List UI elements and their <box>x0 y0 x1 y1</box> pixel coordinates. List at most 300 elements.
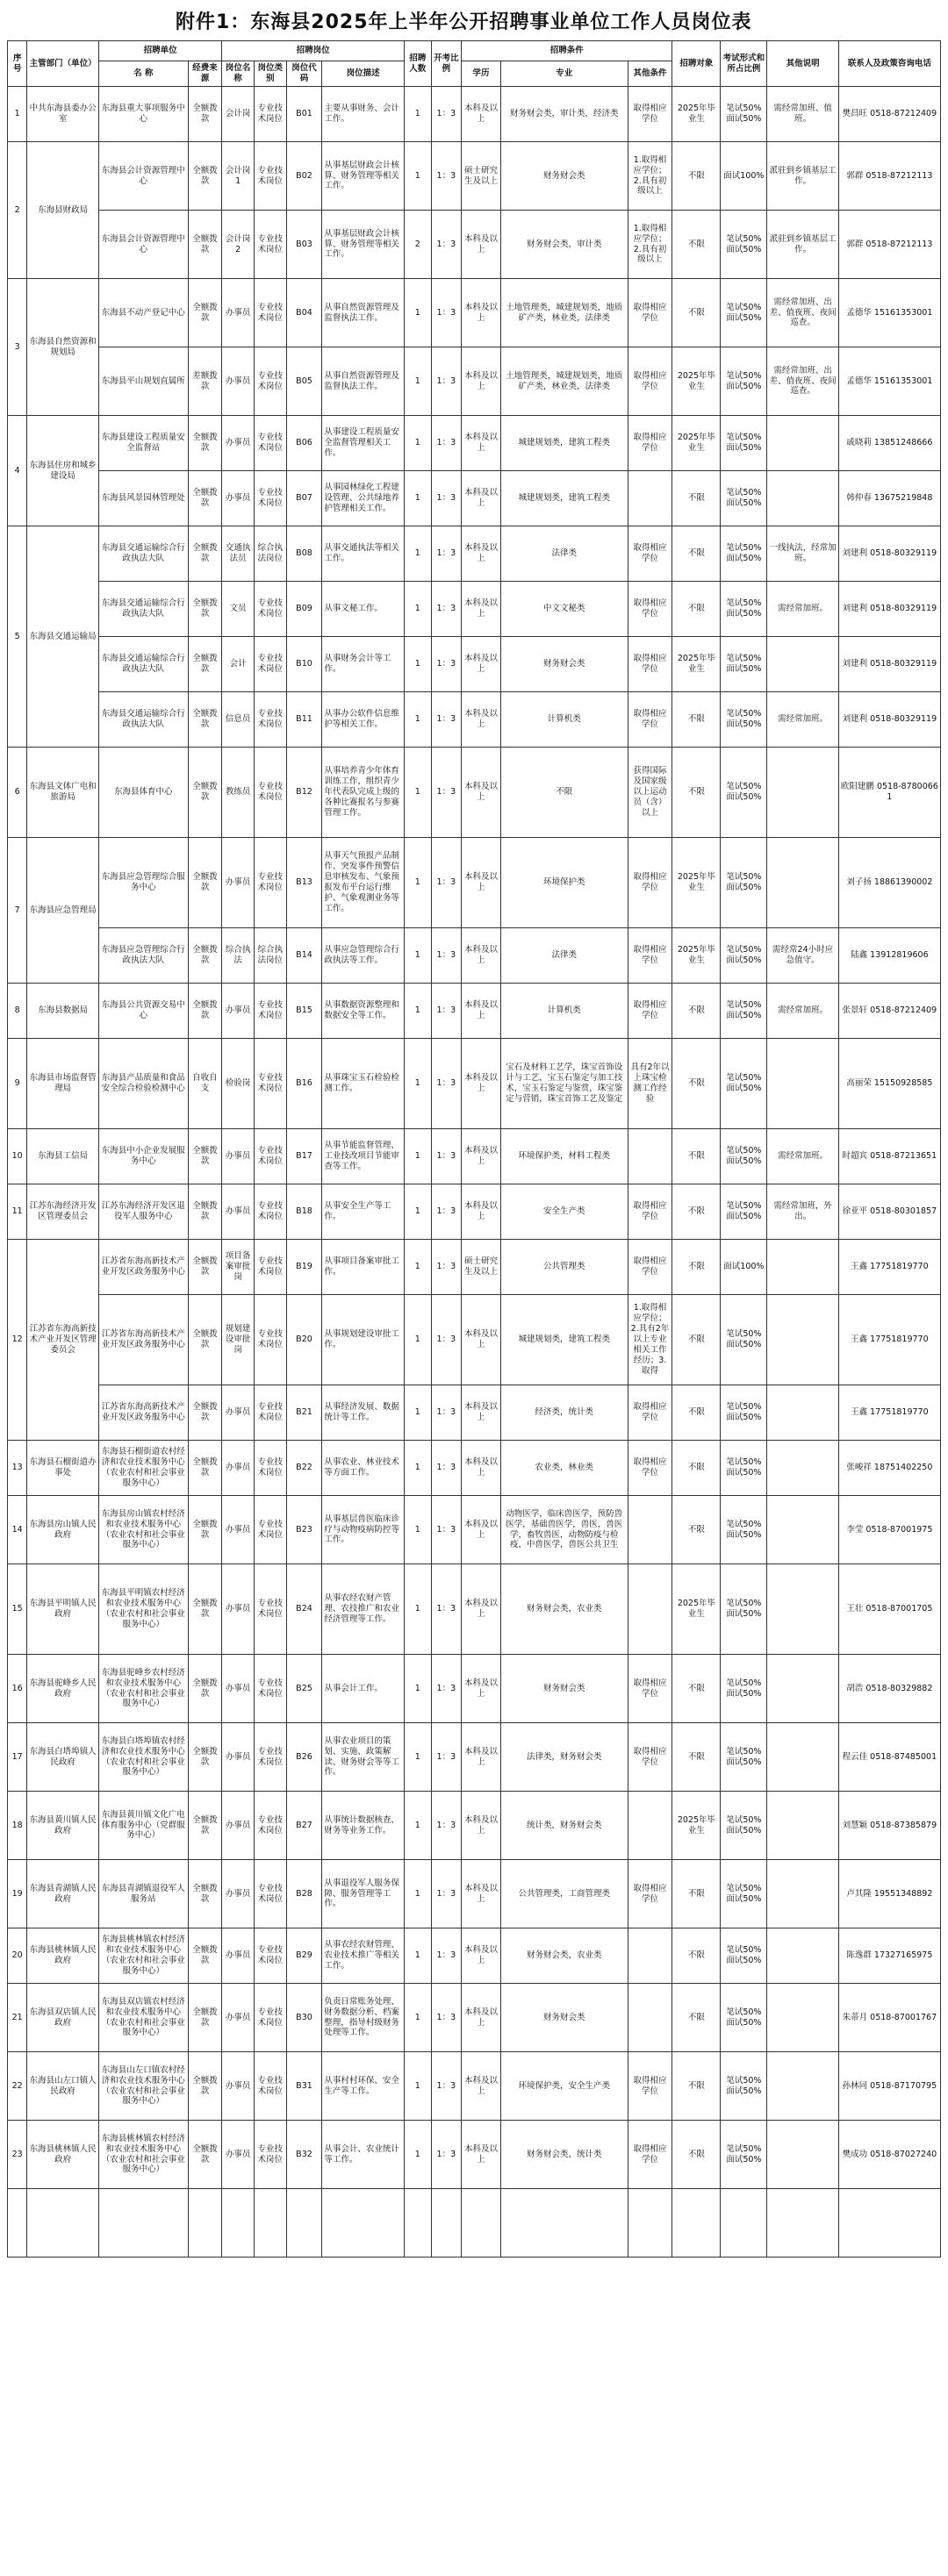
cell-pname: 办事员 <box>222 2052 255 2121</box>
cell-dept: 东海县自然资源和规划局 <box>27 279 98 416</box>
table-row <box>8 1129 941 1184</box>
header-major: 专业 <box>500 61 628 87</box>
cell-code: B01 <box>286 87 322 142</box>
header-edu: 学历 <box>462 61 501 87</box>
cell-dept: 东海县交通运输局 <box>27 526 98 748</box>
cell-count: 1 <box>405 748 432 838</box>
table-row <box>8 347 941 416</box>
cell-note: 需经常24小时应急值守。 <box>767 928 838 984</box>
cell-exam: 笔试50%面试50% <box>721 1441 767 1496</box>
cell-target: 不限 <box>672 1984 721 2052</box>
cell-other: 1.取得相应学位；2.具有2年以上专业相关工作经历；3.取得 <box>628 1295 672 1385</box>
cell-count: 1 <box>405 1655 432 1723</box>
cell-note <box>767 637 838 692</box>
cell-count: 1 <box>405 637 432 692</box>
cell-contact: 高丽荣 15150928585 <box>838 1039 940 1129</box>
cell-contact: 欧阳建鹏 0518-87800661 <box>838 748 940 838</box>
cell-exam: 笔试50%面试50% <box>721 2052 767 2121</box>
header-pos-code: 岗位代码 <box>286 61 322 87</box>
cell-seq: 5 <box>8 526 27 748</box>
cell-code: B08 <box>286 526 322 582</box>
cell-ratio: 1：3 <box>431 1240 462 1295</box>
cell-note: 派驻到乡镇基层工作。 <box>767 142 838 211</box>
cell-note <box>767 471 838 526</box>
header-cond-group: 招聘条件 <box>462 41 672 61</box>
cell-edu: 本科及以上 <box>462 471 501 526</box>
table-row <box>8 1860 941 1928</box>
positions-table <box>7 40 941 2258</box>
cell-desc: 从事基层财政会计核算、财务管理等相关工作。 <box>322 142 405 211</box>
cell-contact: 王壮 0518-87001705 <box>838 1564 940 1655</box>
cell-unit: 东海县不动产登记中心 <box>98 279 188 347</box>
cell-unit: 东海县会计资源管理中心 <box>98 211 188 279</box>
cell-target: 不限 <box>672 526 721 582</box>
cell-exam: 笔试50%面试50% <box>721 471 767 526</box>
cell-count: 1 <box>405 2052 432 2121</box>
cell-dept: 东海县房山镇人民政府 <box>27 1496 98 1564</box>
cell-target: 不限 <box>672 1295 721 1385</box>
cell-count: 1 <box>405 471 432 526</box>
table-row <box>8 637 941 692</box>
cell-major: 安全生产类 <box>500 1184 628 1240</box>
cell-major: 计算机类 <box>500 984 628 1039</box>
cell-desc: 从事财务会计等工作。 <box>322 637 405 692</box>
cell-other <box>628 1496 672 1564</box>
cell-other <box>628 1984 672 2052</box>
cell-ratio: 1：3 <box>431 692 462 748</box>
cell-contact: 李莹 0518-87001975 <box>838 1496 940 1564</box>
cell-major: 农业类，林业类 <box>500 1441 628 1496</box>
cell-edu: 本科及以上 <box>462 526 501 582</box>
cell-seq: 18 <box>8 1792 27 1860</box>
cell-fund: 全额拨款 <box>188 1792 222 1860</box>
cell-unit: 东海县重大事项服务中心 <box>98 87 188 142</box>
cell-seq: 11 <box>8 1184 27 1240</box>
cell-target: 2025年毕业生 <box>672 637 721 692</box>
cell-pname: 办事员 <box>222 1723 255 1792</box>
cell-other: 取得相应学位 <box>628 1240 672 1295</box>
cell-count: 1 <box>405 1723 432 1792</box>
cell-pname: 检验岗 <box>222 1039 255 1129</box>
cell-ratio: 1：3 <box>431 637 462 692</box>
cell-dept: 东海县驼峰乡人民政府 <box>27 1655 98 1723</box>
table-row <box>8 1984 941 2052</box>
cell-desc: 从事农经农财产管理、农技推广和农业经济管理等工作。 <box>322 1564 405 1655</box>
cell-dept: 江苏东海经济开发区管理委员会 <box>27 1184 98 1240</box>
cell-exam: 笔试50%面试50% <box>721 211 767 279</box>
header-target: 招聘对象 <box>672 41 721 87</box>
cell-exam: 笔试50%面试50% <box>721 928 767 984</box>
cell-edu: 本科及以上 <box>462 1723 501 1792</box>
cell-pname: 会计岗 <box>222 87 255 142</box>
cell-edu: 本科及以上 <box>462 1129 501 1184</box>
cell-major: 环境保护类，安全生产类 <box>500 2052 628 2121</box>
cell-ptype: 专业技术岗位 <box>254 142 286 211</box>
cell-contact: 樊昌旺 0518-87212409 <box>838 87 940 142</box>
cell-major: 土地管理类，城建规划类，地质矿产类，林业类，法律类 <box>500 347 628 416</box>
cell-ratio <box>431 2189 462 2258</box>
cell-desc: 从事农经农财管理、农业技术推广等相关工作。 <box>322 1928 405 1984</box>
cell-exam: 笔试50%面试50% <box>721 526 767 582</box>
cell-dept: 中共东海县委办公室 <box>27 87 98 142</box>
cell-exam: 笔试50%面试50% <box>721 1496 767 1564</box>
cell-code: B11 <box>286 692 322 748</box>
table-row <box>8 471 941 526</box>
cell-contact: 程云佳 0518-87485001 <box>838 1723 940 1792</box>
cell-exam: 笔试50%面试50% <box>721 582 767 637</box>
cell-count: 2 <box>405 211 432 279</box>
cell-target: 不限 <box>672 1240 721 1295</box>
cell-unit: 江苏东海经济开发区退役军人服务中心 <box>98 1184 188 1240</box>
cell-exam: 面试100% <box>721 142 767 211</box>
cell-ptype: 专业技术岗位 <box>254 748 286 838</box>
cell-dept: 东海县工信局 <box>27 1129 98 1184</box>
cell-other: 取得相应学位 <box>628 984 672 1039</box>
cell-count: 1 <box>405 2121 432 2189</box>
cell-note <box>767 1655 838 1723</box>
cell-pname: 办事员 <box>222 471 255 526</box>
cell-note <box>767 1860 838 1928</box>
cell-edu: 本科及以上 <box>462 838 501 928</box>
cell-code: B06 <box>286 416 322 471</box>
cell-pname: 项目备案审批岗 <box>222 1240 255 1295</box>
cell-pname: 办事员 <box>222 416 255 471</box>
cell-seq <box>8 2189 27 2258</box>
cell-contact: 樊成功 0518-87027240 <box>838 2121 940 2189</box>
cell-edu: 本科及以上 <box>462 2052 501 2121</box>
cell-count: 1 <box>405 1496 432 1564</box>
cell-note: 需经常加班，外出。 <box>767 1184 838 1240</box>
cell-target: 2025年毕业生 <box>672 1564 721 1655</box>
cell-other <box>628 1564 672 1655</box>
cell-seq: 4 <box>8 416 27 526</box>
cell-contact: 郭群 0518-87212113 <box>838 211 940 279</box>
cell-ptype: 专业技术岗位 <box>254 347 286 416</box>
cell-unit: 东海县交通运输综合行政执法大队 <box>98 582 188 637</box>
cell-other: 获得国际及国家级以上运动员（含）以上 <box>628 748 672 838</box>
cell-unit <box>98 2189 188 2258</box>
cell-unit: 东海县石榴街道农村经济和农业技术服务中心（农业农村和社会事业服务中心） <box>98 1441 188 1496</box>
table-row <box>8 142 941 211</box>
cell-unit: 江苏省东海高新技术产业开发区政务服务中心 <box>98 1295 188 1385</box>
cell-ptype: 专业技术岗位 <box>254 279 286 347</box>
cell-major: 计算机类 <box>500 692 628 748</box>
cell-major: 不限 <box>500 748 628 838</box>
cell-code: B27 <box>286 1792 322 1860</box>
cell-desc: 从事村村环保、安全生产等工作。 <box>322 2052 405 2121</box>
cell-code: B32 <box>286 2121 322 2189</box>
cell-fund: 全额拨款 <box>188 2052 222 2121</box>
cell-contact: 孟德华 15161353001 <box>838 347 940 416</box>
cell-desc: 从事应急管理综合行政执法等工作。 <box>322 928 405 984</box>
table-row <box>8 1385 941 1441</box>
cell-count: 1 <box>405 1928 432 1984</box>
cell-fund: 全额拨款 <box>188 1496 222 1564</box>
cell-ratio: 1：3 <box>431 1928 462 1984</box>
cell-desc: 从事建设工程质量安全监督管理相关工作。 <box>322 416 405 471</box>
cell-exam: 笔试50%面试50% <box>721 416 767 471</box>
cell-ptype: 专业技术岗位 <box>254 211 286 279</box>
cell-ratio: 1：3 <box>431 416 462 471</box>
table-row <box>8 838 941 928</box>
cell-other: 取得相应学位 <box>628 1184 672 1240</box>
cell-target: 不限 <box>672 582 721 637</box>
cell-ratio: 1：3 <box>431 1184 462 1240</box>
cell-edu: 本科及以上 <box>462 1564 501 1655</box>
cell-edu: 本科及以上 <box>462 211 501 279</box>
cell-count: 1 <box>405 1984 432 2052</box>
cell-dept: 东海县桃林镇人民政府 <box>27 1928 98 1984</box>
cell-exam: 笔试50%面试50% <box>721 984 767 1039</box>
cell-code: B12 <box>286 748 322 838</box>
table-row <box>8 279 941 347</box>
cell-unit: 东海县风景园林管理处 <box>98 471 188 526</box>
cell-unit: 东海县应急管理综合行政执法大队 <box>98 928 188 984</box>
cell-other: 取得相应学位 <box>628 1385 672 1441</box>
header-exam: 考试形式和所占比例 <box>721 41 767 87</box>
cell-edu: 本科及以上 <box>462 1441 501 1496</box>
cell-pname: 办事员 <box>222 1792 255 1860</box>
cell-target: 不限 <box>672 2052 721 2121</box>
cell-contact: 刘子扬 18861390002 <box>838 838 940 928</box>
cell-exam: 笔试50%面试50% <box>721 1723 767 1792</box>
cell-code: B04 <box>286 279 322 347</box>
cell-unit: 江苏省东海高新技术产业开发区政务服务中心 <box>98 1385 188 1441</box>
cell-count: 1 <box>405 416 432 471</box>
cell-ptype: 专业技术岗位 <box>254 1385 286 1441</box>
cell-fund: 全额拨款 <box>188 1860 222 1928</box>
cell-count: 1 <box>405 1792 432 1860</box>
cell-other: 取得相应学位 <box>628 692 672 748</box>
cell-dept: 东海县桃林镇人民政府 <box>27 2121 98 2189</box>
cell-target: 不限 <box>672 1496 721 1564</box>
cell-count: 1 <box>405 838 432 928</box>
cell-count: 1 <box>405 279 432 347</box>
cell-seq: 7 <box>8 838 27 984</box>
cell-major: 统计类，财务财会类 <box>500 1792 628 1860</box>
cell-fund: 全额拨款 <box>188 1655 222 1723</box>
cell-contact: 刘建利 0518-80329119 <box>838 637 940 692</box>
cell-target: 不限 <box>672 1441 721 1496</box>
cell-seq: 10 <box>8 1129 27 1184</box>
cell-unit: 东海县建设工程质量安全监督站 <box>98 416 188 471</box>
header-pos-type: 岗位类别 <box>254 61 286 87</box>
cell-other: 取得相应学位 <box>628 1723 672 1792</box>
cell-ratio: 1：3 <box>431 471 462 526</box>
cell-seq: 22 <box>8 2052 27 2121</box>
cell-pname: 办事员 <box>222 1928 255 1984</box>
table-row <box>8 211 941 279</box>
cell-code: B21 <box>286 1385 322 1441</box>
cell-ratio: 1：3 <box>431 928 462 984</box>
cell-contact: 张景轩 0518-87212409 <box>838 984 940 1039</box>
cell-target: 不限 <box>672 142 721 211</box>
table-row <box>8 1928 941 1984</box>
cell-code: B16 <box>286 1039 322 1129</box>
cell-other: 取得相应学位 <box>628 1860 672 1928</box>
cell-pname: 会计岗1 <box>222 142 255 211</box>
cell-note: 需经常加班。 <box>767 1129 838 1184</box>
cell-contact: 刘建利 0518-80329119 <box>838 582 940 637</box>
cell-seq: 16 <box>8 1655 27 1723</box>
cell-ptype: 综合执法岗位 <box>254 928 286 984</box>
cell-fund: 全额拨款 <box>188 1441 222 1496</box>
cell-target: 不限 <box>672 1039 721 1129</box>
cell-target: 不限 <box>672 279 721 347</box>
cell-major: 环境保护类，材料工程类 <box>500 1129 628 1184</box>
cell-note <box>767 838 838 928</box>
cell-exam: 面试100% <box>721 1240 767 1295</box>
cell-ptype: 专业技术岗位 <box>254 87 286 142</box>
cell-ptype: 专业技术岗位 <box>254 1928 286 1984</box>
cell-desc: 从事节能监督管理、工业技改项目节能审查等工作。 <box>322 1129 405 1184</box>
cell-note <box>767 2189 838 2258</box>
cell-seq: 8 <box>8 984 27 1039</box>
cell-ratio: 1：3 <box>431 2121 462 2189</box>
cell-pname: 办事员 <box>222 1655 255 1723</box>
cell-ptype: 专业技术岗位 <box>254 1723 286 1792</box>
cell-other: 取得相应学位 <box>628 347 672 416</box>
cell-edu: 本科及以上 <box>462 416 501 471</box>
cell-note: 需经常加班。 <box>767 692 838 748</box>
cell-edu: 本科及以上 <box>462 984 501 1039</box>
cell-ptype: 专业技术岗位 <box>254 1184 286 1240</box>
cell-edu <box>462 2189 501 2258</box>
cell-desc: 从事天气预报产品制作、突发事件预警信息审核发布、气象预报发布平台运行维护、气象观测业务等工作。 <box>322 838 405 928</box>
cell-dept: 东海县石榴街道办事处 <box>27 1441 98 1496</box>
cell-edu: 本科及以上 <box>462 748 501 838</box>
cell-pname: 办事员 <box>222 1184 255 1240</box>
table-row <box>8 1496 941 1564</box>
cell-major: 财务财会类 <box>500 142 628 211</box>
cell-code: B30 <box>286 1984 322 2052</box>
cell-exam <box>721 2189 767 2258</box>
cell-dept: 江苏省东海高新技术产业开发区管理委员会 <box>27 1240 98 1441</box>
cell-unit: 东海县驼峰乡农村经济和农业技术服务中心（农业农村和社会事业服务中心） <box>98 1655 188 1723</box>
header-ratio: 开考比例 <box>431 41 462 87</box>
cell-contact: 时超宾 0518-87213651 <box>838 1129 940 1184</box>
table-row <box>8 1441 941 1496</box>
cell-target: 不限 <box>672 211 721 279</box>
cell-desc: 从事文秘工作。 <box>322 582 405 637</box>
cell-other: 取得相应学位 <box>628 637 672 692</box>
cell-seq: 21 <box>8 1984 27 2052</box>
cell-other: 取得相应学位 <box>628 928 672 984</box>
cell-exam: 笔试50%面试50% <box>721 1385 767 1441</box>
cell-seq: 23 <box>8 2121 27 2189</box>
cell-unit: 东海县桃林镇农村经济和农业技术服务中心（农业农村和社会事业服务中心） <box>98 1928 188 1984</box>
cell-note: 派驻到乡镇基层工作。 <box>767 211 838 279</box>
cell-other: 1.取得相应学位；2.具有初级以上 <box>628 142 672 211</box>
cell-code: B15 <box>286 984 322 1039</box>
cell-fund: 自收自支 <box>188 1039 222 1129</box>
table-row <box>8 984 941 1039</box>
cell-dept: 东海县双店镇人民政府 <box>27 1984 98 2052</box>
cell-desc: 从事统计数据核查、财务等业务工作。 <box>322 1792 405 1860</box>
cell-major: 中文文秘类 <box>500 582 628 637</box>
cell-note <box>767 1792 838 1860</box>
cell-major: 城建规划类，建筑工程类 <box>500 1295 628 1385</box>
cell-code: B19 <box>286 1240 322 1295</box>
cell-other: 具有2年以上珠宝检测工作经验 <box>628 1039 672 1129</box>
cell-exam: 笔试50%面试50% <box>721 279 767 347</box>
table-row <box>8 1039 941 1129</box>
cell-target: 不限 <box>672 1860 721 1928</box>
table-row <box>8 1655 941 1723</box>
cell-ptype: 专业技术岗位 <box>254 2052 286 2121</box>
cell-code: B07 <box>286 471 322 526</box>
cell-code: B05 <box>286 347 322 416</box>
cell-code: B26 <box>286 1723 322 1792</box>
cell-ratio: 1：3 <box>431 1564 462 1655</box>
cell-fund: 全额拨款 <box>188 582 222 637</box>
cell-pname: 会计岗2 <box>222 211 255 279</box>
cell-desc: 负责日常账务处理、财务数据分析、档案整理，指导村级财务处理等工作。 <box>322 1984 405 2052</box>
cell-pname: 办事员 <box>222 984 255 1039</box>
cell-target: 不限 <box>672 984 721 1039</box>
cell-ptype: 专业技术岗位 <box>254 692 286 748</box>
cell-ratio: 1：3 <box>431 1984 462 2052</box>
cell-pname: 办事员 <box>222 2121 255 2189</box>
cell-exam: 笔试50%面试50% <box>721 2121 767 2189</box>
cell-edu: 本科及以上 <box>462 1860 501 1928</box>
cell-code: B14 <box>286 928 322 984</box>
cell-desc <box>322 2189 405 2258</box>
cell-ratio: 1：3 <box>431 2052 462 2121</box>
cell-edu: 本科及以上 <box>462 1385 501 1441</box>
cell-fund: 全额拨款 <box>188 1184 222 1240</box>
header-note: 其他说明 <box>767 41 838 87</box>
cell-edu: 本科及以上 <box>462 2121 501 2189</box>
cell-edu: 硕士研究生及以上 <box>462 1240 501 1295</box>
table-row <box>8 1240 941 1295</box>
cell-fund: 全额拨款 <box>188 526 222 582</box>
cell-exam: 笔试50%面试50% <box>721 87 767 142</box>
cell-edu: 本科及以上 <box>462 347 501 416</box>
table-row <box>8 1184 941 1240</box>
cell-count: 1 <box>405 692 432 748</box>
cell-pname <box>222 2189 255 2258</box>
cell-ptype <box>254 2189 286 2258</box>
cell-exam: 笔试50%面试50% <box>721 1295 767 1385</box>
cell-unit: 东海县体育中心 <box>98 748 188 838</box>
cell-desc: 从事园林绿化工程建设管理、公共绿地养护管理相关工作。 <box>322 471 405 526</box>
table-row <box>8 87 941 142</box>
table-row <box>8 526 941 582</box>
cell-contact <box>838 2189 940 2258</box>
cell-target: 2025年毕业生 <box>672 87 721 142</box>
cell-major: 法律类，财务财会类 <box>500 1723 628 1792</box>
cell-note <box>767 2121 838 2189</box>
cell-ratio: 1：3 <box>431 142 462 211</box>
table-row <box>8 2052 941 2121</box>
cell-ratio: 1：3 <box>431 1385 462 1441</box>
cell-unit: 东海县房山镇农村经济和农业技术服务中心（农业农村和社会事业服务中心） <box>98 1496 188 1564</box>
cell-note <box>767 1240 838 1295</box>
cell-target: 不限 <box>672 1655 721 1723</box>
cell-count: 1 <box>405 582 432 637</box>
cell-count: 1 <box>405 1860 432 1928</box>
cell-code: B23 <box>286 1496 322 1564</box>
cell-major: 财务财会类 <box>500 637 628 692</box>
cell-dept: 东海县黄川镇人民政府 <box>27 1792 98 1860</box>
cell-dept: 东海县财政局 <box>27 142 98 279</box>
table-row <box>8 1564 941 1655</box>
cell-ratio: 1：3 <box>431 279 462 347</box>
cell-fund: 全额拨款 <box>188 1129 222 1184</box>
cell-ratio: 1：3 <box>431 1723 462 1792</box>
cell-ptype: 专业技术岗位 <box>254 1441 286 1496</box>
